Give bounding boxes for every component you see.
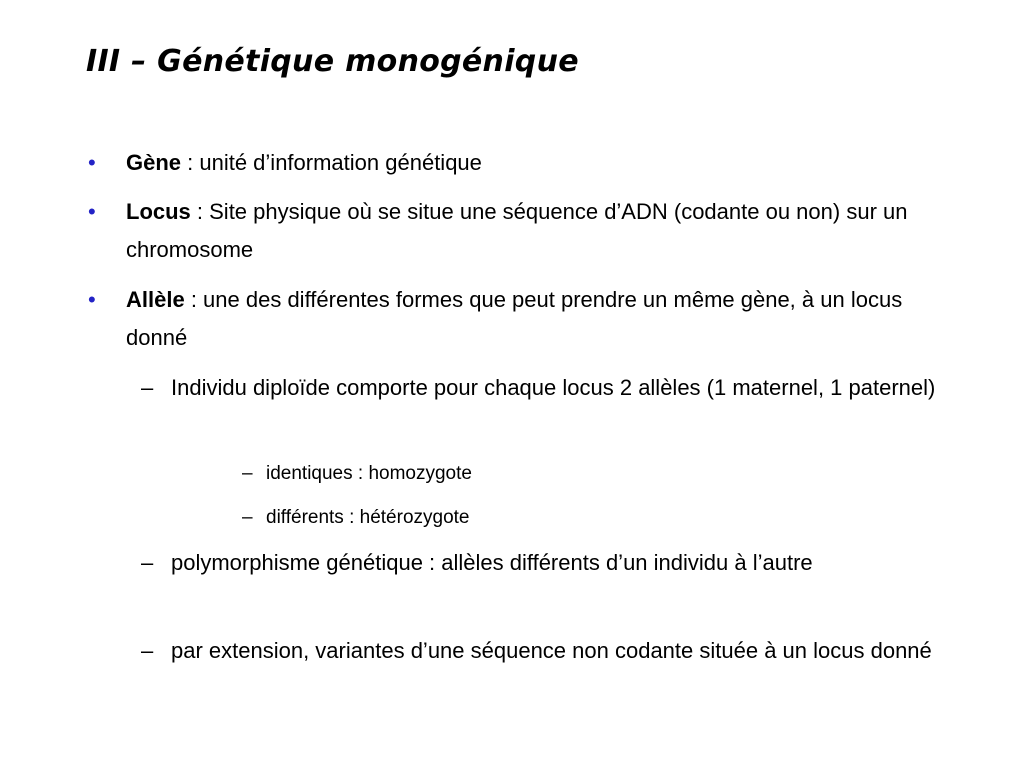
- slide-title: III – Génétique monogénique: [86, 44, 579, 79]
- sub-item-diploid: [141, 369, 951, 407]
- term-allele: Allèle: [126, 287, 185, 312]
- dash-marker: –: [141, 638, 154, 663]
- bullet-item-gene: [88, 144, 946, 182]
- sub-sub-item-heterozygote: [242, 503, 866, 533]
- definition-gene: : unité d’information génétique: [181, 150, 482, 175]
- dash-marker: –: [242, 463, 253, 484]
- sub-item-polymorphism: [141, 544, 951, 582]
- definition-allele: : une des différentes formes que peut prendre un même gène, à un locus donné: [126, 287, 903, 350]
- sub-item-text: polymorphisme génétique : allèles différents d’un individu à l’autre: [171, 550, 813, 575]
- sub-sub-item-text: différents : hétérozygote: [266, 507, 470, 528]
- bullet-item-allele: [88, 281, 946, 357]
- bullet-marker: •: [88, 199, 96, 224]
- bullet-marker: •: [88, 287, 96, 312]
- dash-marker: –: [141, 550, 154, 575]
- dash-marker: –: [141, 375, 154, 400]
- sub-item-text: par extension, variantes d’une séquence non codante située à un locus donné: [171, 638, 932, 663]
- sub-item-extension: [141, 632, 951, 670]
- bullet-item-locus: [88, 193, 946, 269]
- sub-item-text: Individu diploïde comporte pour chaque locus 2 allèles (1 maternel, 1 paternel): [171, 375, 936, 400]
- term-gene: Gène: [126, 150, 182, 175]
- term-locus: Locus: [126, 199, 191, 224]
- sub-sub-item-text: identiques : homozygote: [266, 463, 472, 484]
- bullet-marker: •: [88, 150, 96, 175]
- dash-marker: –: [242, 507, 253, 528]
- definition-locus: : Site physique où se situe une séquence d’ADN (codante ou non) sur un chromosome: [126, 199, 908, 262]
- sub-sub-item-homozygote: [242, 459, 866, 489]
